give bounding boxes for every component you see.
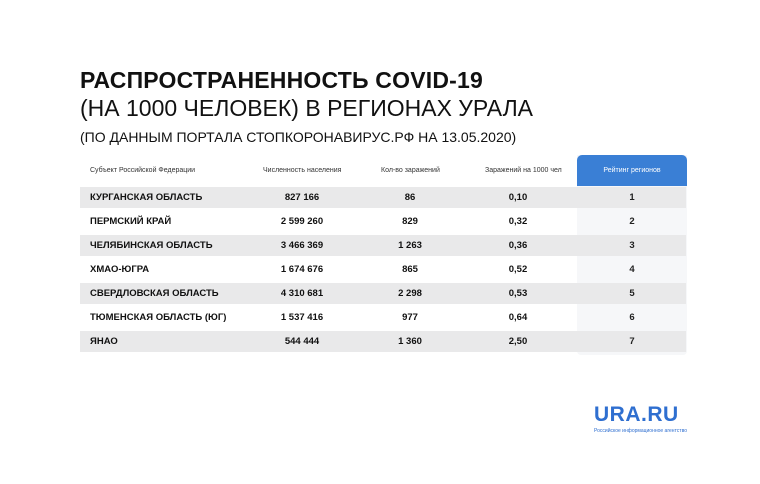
table-row — [80, 283, 686, 304]
cell-region: КУРГАНСКАЯ ОБЛАСТЬ — [90, 192, 203, 203]
cell-rank: 7 — [629, 336, 635, 347]
header-per1000: Заражений на 1000 чел — [485, 167, 562, 174]
cell-region: ПЕРМСКИЙ КРАЙ — [90, 216, 172, 227]
header-population: Численность населения — [263, 167, 342, 174]
cell-per1000: 0,10 — [508, 192, 528, 203]
cell-per1000: 0,53 — [508, 288, 528, 299]
header-cases: Кол-во заражений — [381, 167, 440, 174]
cell-per1000: 2,50 — [508, 336, 528, 347]
cell-cases: 865 — [402, 264, 418, 275]
cell-region: ЯНАО — [90, 336, 118, 347]
cell-population: 2 599 260 — [280, 216, 324, 227]
table-row — [80, 331, 686, 352]
header-rating: Рейтинг регионов — [577, 155, 687, 186]
cell-population: 827 166 — [284, 192, 320, 203]
cell-per1000: 0,52 — [508, 264, 528, 275]
cell-cases: 1 263 — [398, 240, 422, 251]
cell-rank: 1 — [629, 192, 635, 203]
logo-name: URA.RU — [594, 403, 679, 426]
cell-population: 1 674 676 — [280, 264, 324, 275]
cell-rank: 2 — [629, 216, 635, 227]
header-region: Субъект Российской Федерации — [90, 167, 196, 174]
cell-population: 544 444 — [284, 336, 320, 347]
cell-cases: 2 298 — [398, 288, 422, 299]
page-subtitle: (ПО ДАННЫМ ПОРТАЛА СТОПКОРОНАВИРУС.РФ НА 13.05.2020) — [80, 129, 517, 145]
table-row — [80, 187, 686, 208]
cell-cases: 1 360 — [398, 336, 422, 347]
ura-logo — [594, 404, 687, 434]
table-row — [80, 259, 686, 280]
cell-rank: 3 — [629, 240, 635, 251]
cell-rank: 4 — [629, 264, 635, 275]
cell-region: СВЕРДЛОВСКАЯ ОБЛАСТЬ — [90, 288, 219, 299]
table-row — [80, 307, 686, 328]
cell-rank: 5 — [629, 288, 635, 299]
page-title: РАСПРОСТРАНЕННОСТЬ COVID-19 — [80, 67, 483, 93]
cell-region: ТЮМЕНСКАЯ ОБЛАСТЬ (ЮГ) — [90, 312, 227, 323]
cell-cases: 86 — [404, 192, 416, 203]
cell-population: 3 466 369 — [280, 240, 324, 251]
cell-region: ЧЕЛЯБИНСКАЯ ОБЛАСТЬ — [90, 240, 213, 251]
cell-cases: 829 — [402, 216, 418, 227]
cell-population: 4 310 681 — [280, 288, 324, 299]
logo-tagline: Российское информационное агентство — [594, 428, 687, 434]
page-title-line2: (НА 1000 ЧЕЛОВЕК) В РЕГИОНАХ УРАЛА — [80, 95, 534, 121]
table-row — [80, 211, 686, 232]
table-row — [80, 235, 686, 256]
cell-per1000: 0,64 — [508, 312, 528, 323]
cell-per1000: 0,36 — [508, 240, 528, 251]
cell-population: 1 537 416 — [280, 312, 324, 323]
cell-rank: 6 — [629, 312, 635, 323]
cell-cases: 977 — [402, 312, 418, 323]
cell-per1000: 0,32 — [508, 216, 528, 227]
cell-region: ХМАО-ЮГРА — [90, 264, 150, 275]
